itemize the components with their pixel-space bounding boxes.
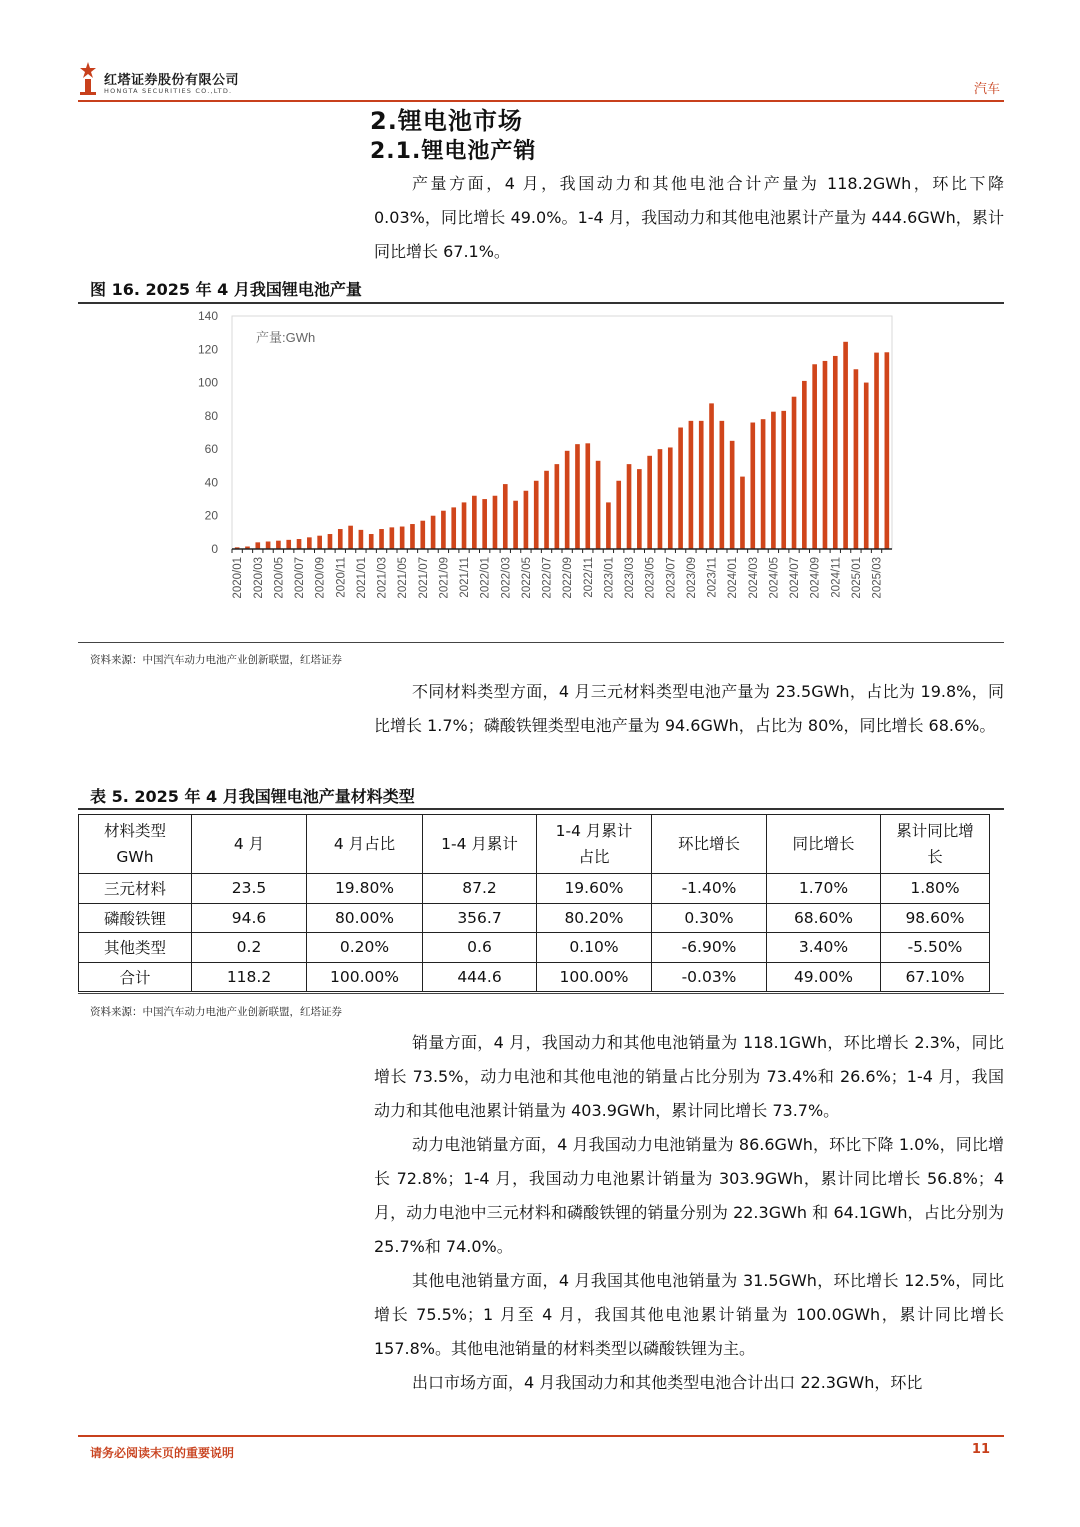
x-tick-label: 2020/05 (273, 557, 286, 599)
company-name-cn: 红塔证券股份有限公司 (104, 73, 240, 88)
export-text: 出口市场方面，4 月我国动力和其他类型电池合计出口 22.3GWh，环比 (412, 1373, 923, 1392)
cell-april: 0.2 (192, 933, 307, 963)
chart-y-axis (198, 309, 218, 556)
production-paragraph (374, 167, 1004, 269)
x-tick-label: 2021/07 (417, 557, 430, 599)
x-tick-label: 2024/03 (747, 557, 760, 599)
bar-2020-06 (286, 540, 291, 549)
bar-2024-04 (761, 419, 766, 549)
bar-2021-06 (410, 524, 415, 549)
bar-2021-08 (431, 516, 436, 549)
table-row (79, 903, 990, 933)
x-tick-label: 2023/01 (603, 557, 616, 599)
cell-cumulative-yoy: 67.10% (881, 962, 990, 992)
bar-2020-08 (307, 537, 312, 549)
bar-2024-02 (740, 477, 745, 549)
y-tick-label: 120 (197, 342, 218, 357)
bar-2021-12 (472, 496, 477, 549)
bar-2023-06 (658, 449, 663, 549)
bar-2025-03 (874, 353, 879, 549)
x-tick-label: 2022/11 (582, 557, 595, 598)
bar-2021-03 (379, 529, 384, 549)
bar-2022-01 (482, 499, 487, 549)
bar-2024-12 (843, 342, 848, 549)
bar-2020-10 (328, 534, 333, 549)
cell-material: 其他类型 (79, 933, 192, 963)
cell-cumulative-share: 100.00% (537, 962, 652, 992)
bar-2021-09 (441, 511, 446, 549)
table5-caption: 表 5. 2025 年 4 月我国锂电池产量材料类型 (90, 787, 415, 806)
bar-2023-05 (647, 456, 652, 549)
cell-cumulative: 87.2 (423, 874, 537, 904)
bar-2021-07 (420, 521, 425, 549)
x-tick-label: 2020/09 (314, 557, 327, 599)
bar-2022-05 (524, 491, 529, 549)
cell-mom: -0.03% (652, 962, 767, 992)
bar-2020-03 (255, 542, 260, 549)
sector-label: 汽车 (973, 82, 1000, 97)
y-tick-label: 40 (204, 475, 218, 490)
bar-2022-02 (493, 496, 498, 549)
table5-caption-rule (78, 808, 1004, 810)
cell-april-share: 0.20% (307, 933, 423, 963)
figure16-caption: 图 16. 2025 年 4 月我国锂电池产量 (90, 280, 362, 299)
x-tick-label: 2023/07 (665, 557, 678, 599)
material-type-table (78, 814, 990, 992)
table-row (79, 933, 990, 963)
y-tick-label: 0 (211, 542, 218, 556)
x-tick-label: 2022/01 (479, 557, 492, 599)
y-tick-label: 140 (197, 309, 218, 323)
footer-divider (78, 1435, 1004, 1437)
bar-2021-10 (451, 507, 456, 549)
figure16-source: 资料来源：中国汽车动力电池产业创新联盟，红塔证券 (90, 654, 342, 666)
materials-text: 不同材料类型方面，4 月三元材料类型电池产量为 23.5GWh，占比为 19.8%，同比增长 1.7%；磷酸铁锂类型电池产量为 94.6GWh，占比为 80%，同比增长 68.6%。 (374, 682, 1004, 735)
table5-source: 资料来源：中国汽车动力电池产业创新联盟，红塔证券 (90, 1006, 342, 1018)
bar-2024-10 (823, 361, 828, 549)
table-row (79, 962, 990, 992)
bar-2020-07 (297, 539, 302, 549)
bar-2022-08 (555, 464, 560, 549)
bar-2023-09 (689, 421, 694, 549)
bar-2023-01 (606, 502, 611, 549)
x-tick-label: 2024/11 (830, 557, 843, 598)
figure16-bottom-rule (78, 642, 1004, 643)
bar-2022-09 (565, 451, 570, 549)
col-header-april-share: 4 月占比 (307, 815, 423, 874)
col-header-cumulative: 1-4 月累计 (423, 815, 537, 874)
cell-april: 94.6 (192, 903, 307, 933)
cell-mom: 0.30% (652, 903, 767, 933)
cell-april: 23.5 (192, 874, 307, 904)
header-divider (78, 100, 1004, 102)
chart-x-axis (232, 549, 892, 599)
bar-2024-09 (812, 364, 817, 549)
cell-material: 磷酸铁锂 (79, 903, 192, 933)
col-header-material: 材料类型 GWh (79, 815, 192, 874)
cell-material: 三元材料 (79, 874, 192, 904)
bar-2022-07 (544, 471, 549, 549)
x-tick-label: 2021/09 (438, 557, 451, 599)
x-tick-label: 2020/11 (335, 557, 348, 598)
cell-yoy: 3.40% (767, 933, 881, 963)
sales-power-text: 动力电池销量方面，4 月我国动力电池销量为 86.6GWh，环比下降 1.0%，同比增长 72.8%；1-4 月，我国动力电池累计销量为 303.9GWh，累计同比增长 56.8%；4 月，动力电池中三元材料和磷酸铁锂的销量分别为 22.3GWh 和 64.1GWh，占比分别为 25.7%和 74.0%。 (374, 1135, 1004, 1256)
cell-yoy: 49.00% (767, 962, 881, 992)
y-tick-label: 60 (204, 442, 218, 457)
bar-2020-05 (276, 541, 281, 549)
bar-2021-11 (462, 502, 467, 549)
cell-april-share: 100.00% (307, 962, 423, 992)
bar-2021-05 (400, 527, 405, 549)
company-logo-icon (78, 62, 98, 96)
bar-2023-08 (678, 428, 683, 549)
sales-total-text: 销量方面，4 月，我国动力和其他电池销量为 118.1GWh，环比增长 2.3%，同比增长 73.5%，动力电池和其他电池的销量占比分别为 73.4%和 26.6%；1-4 月，我国动力和其他电池累计销量为 403.9GWh，累计同比增长 73.7%。 (374, 1033, 1004, 1120)
bar-2025-02 (864, 383, 869, 549)
x-tick-label: 2023/03 (624, 557, 637, 599)
production-bar-chart (180, 306, 920, 636)
company-name-en: HONGTA SECURITIES CO.,LTD. (104, 87, 233, 95)
cell-yoy: 1.70% (767, 874, 881, 904)
cell-cumulative-share: 19.60% (537, 874, 652, 904)
y-tick-label: 20 (204, 508, 218, 523)
bar-2022-03 (503, 484, 508, 549)
figure16-caption-rule (78, 302, 1004, 304)
bar-2024-05 (771, 412, 776, 549)
bar-2024-07 (792, 397, 797, 549)
bar-2021-04 (390, 527, 395, 549)
x-tick-label: 2024/05 (768, 557, 781, 599)
cell-cumulative: 356.7 (423, 903, 537, 933)
bar-2020-04 (266, 542, 271, 549)
cell-yoy: 68.60% (767, 903, 881, 933)
cell-cumulative: 444.6 (423, 962, 537, 992)
materials-paragraph (374, 675, 1004, 743)
cell-cumulative-share: 80.20% (537, 903, 652, 933)
bar-2023-10 (699, 421, 704, 549)
bar-2025-01 (854, 369, 859, 549)
cell-cumulative-yoy: 1.80% (881, 874, 990, 904)
footer-notice: 请务必阅读末页的重要说明 (90, 1446, 235, 1460)
sales-section (374, 1026, 1004, 1400)
bar-2025-04 (885, 352, 890, 549)
bar-2021-02 (369, 534, 374, 549)
bar-2020-11 (338, 529, 343, 549)
col-header-cumulative-yoy: 累计同比增 长 (881, 815, 990, 874)
cell-april: 118.2 (192, 962, 307, 992)
x-tick-label: 2023/09 (685, 557, 698, 599)
bar-2023-03 (627, 464, 632, 549)
bar-2024-06 (781, 411, 786, 549)
cell-april-share: 80.00% (307, 903, 423, 933)
x-tick-label: 2023/11 (706, 557, 719, 598)
cell-mom: -6.90% (652, 933, 767, 963)
cell-mom: -1.40% (652, 874, 767, 904)
table-row (79, 874, 990, 904)
x-tick-label: 2024/09 (809, 557, 822, 599)
bar-2021-01 (359, 530, 364, 549)
bar-2023-11 (709, 403, 714, 549)
x-tick-label: 2021/01 (355, 557, 368, 599)
subsection-title: 2.1.锂电池产销 (370, 139, 537, 164)
col-header-mom: 环比增长 (652, 815, 767, 874)
x-tick-label: 2025/03 (871, 557, 884, 599)
x-tick-label: 2022/07 (541, 557, 554, 599)
x-tick-label: 2024/07 (789, 557, 802, 599)
bar-2023-04 (637, 469, 642, 549)
x-tick-label: 2020/01 (232, 557, 245, 599)
x-tick-label: 2020/07 (294, 557, 307, 599)
bar-2023-02 (616, 481, 621, 549)
x-tick-label: 2021/11 (459, 557, 472, 598)
x-tick-label: 2020/03 (252, 557, 265, 599)
section-title: 2.锂电池市场 (370, 107, 523, 135)
cell-cumulative-share: 0.10% (537, 933, 652, 963)
bar-2022-04 (513, 501, 518, 549)
bar-2023-07 (668, 447, 673, 549)
x-tick-label: 2022/09 (562, 557, 575, 599)
bar-2024-08 (802, 381, 807, 549)
bar-2022-06 (534, 481, 539, 549)
col-header-yoy: 同比增长 (767, 815, 881, 874)
cell-cumulative-yoy: -5.50% (881, 933, 990, 963)
cell-cumulative-yoy: 98.60% (881, 903, 990, 933)
bar-2024-01 (730, 441, 735, 549)
table5-bottom-rule (78, 993, 1004, 994)
page-number: 11 (971, 1442, 990, 1457)
bar-2022-10 (575, 444, 580, 549)
x-tick-label: 2021/05 (397, 557, 410, 599)
x-tick-label: 2022/05 (520, 557, 533, 599)
x-tick-label: 2024/01 (727, 557, 740, 599)
x-tick-label: 2021/03 (376, 557, 389, 599)
chart-unit-label: 产量:GWh (256, 330, 316, 345)
table-header-row (79, 815, 990, 874)
x-tick-label: 2022/03 (500, 557, 513, 599)
cell-material: 合计 (79, 962, 192, 992)
x-tick-label: 2025/01 (850, 557, 863, 599)
bar-2024-11 (833, 356, 838, 549)
bar-2022-11 (585, 443, 590, 549)
bar-2020-12 (348, 526, 353, 549)
y-tick-label: 100 (197, 375, 218, 390)
bar-2022-12 (596, 461, 601, 549)
cell-cumulative: 0.6 (423, 933, 537, 963)
bar-2024-03 (750, 423, 755, 549)
bar-2023-12 (720, 421, 725, 549)
cell-april-share: 19.80% (307, 874, 423, 904)
col-header-april: 4 月 (192, 815, 307, 874)
production-text: 产量方面，4 月，我国动力和其他电池合计产量为 118.2GWh，环比下降 0.03%，同比增长 49.0%。1-4 月，我国动力和其他电池累计产量为 444.6GWh，累计同比增长 67.1%。 (374, 174, 1004, 261)
sales-other-text: 其他电池销量方面，4 月我国其他电池销量为 31.5GWh，环比增长 12.5%，同比增长 75.5%；1 月至 4 月，我国其他电池累计销量为 100.0GWh，累计同比增长 157.8%。其他电池销量的材料类型以磷酸铁锂为主。 (374, 1271, 1004, 1358)
chart-bars (235, 342, 889, 549)
x-tick-label: 2023/05 (644, 557, 657, 599)
y-tick-label: 80 (204, 408, 218, 423)
col-header-cumulative-share: 1-4 月累计 占比 (537, 815, 652, 874)
bar-2020-09 (317, 536, 322, 549)
